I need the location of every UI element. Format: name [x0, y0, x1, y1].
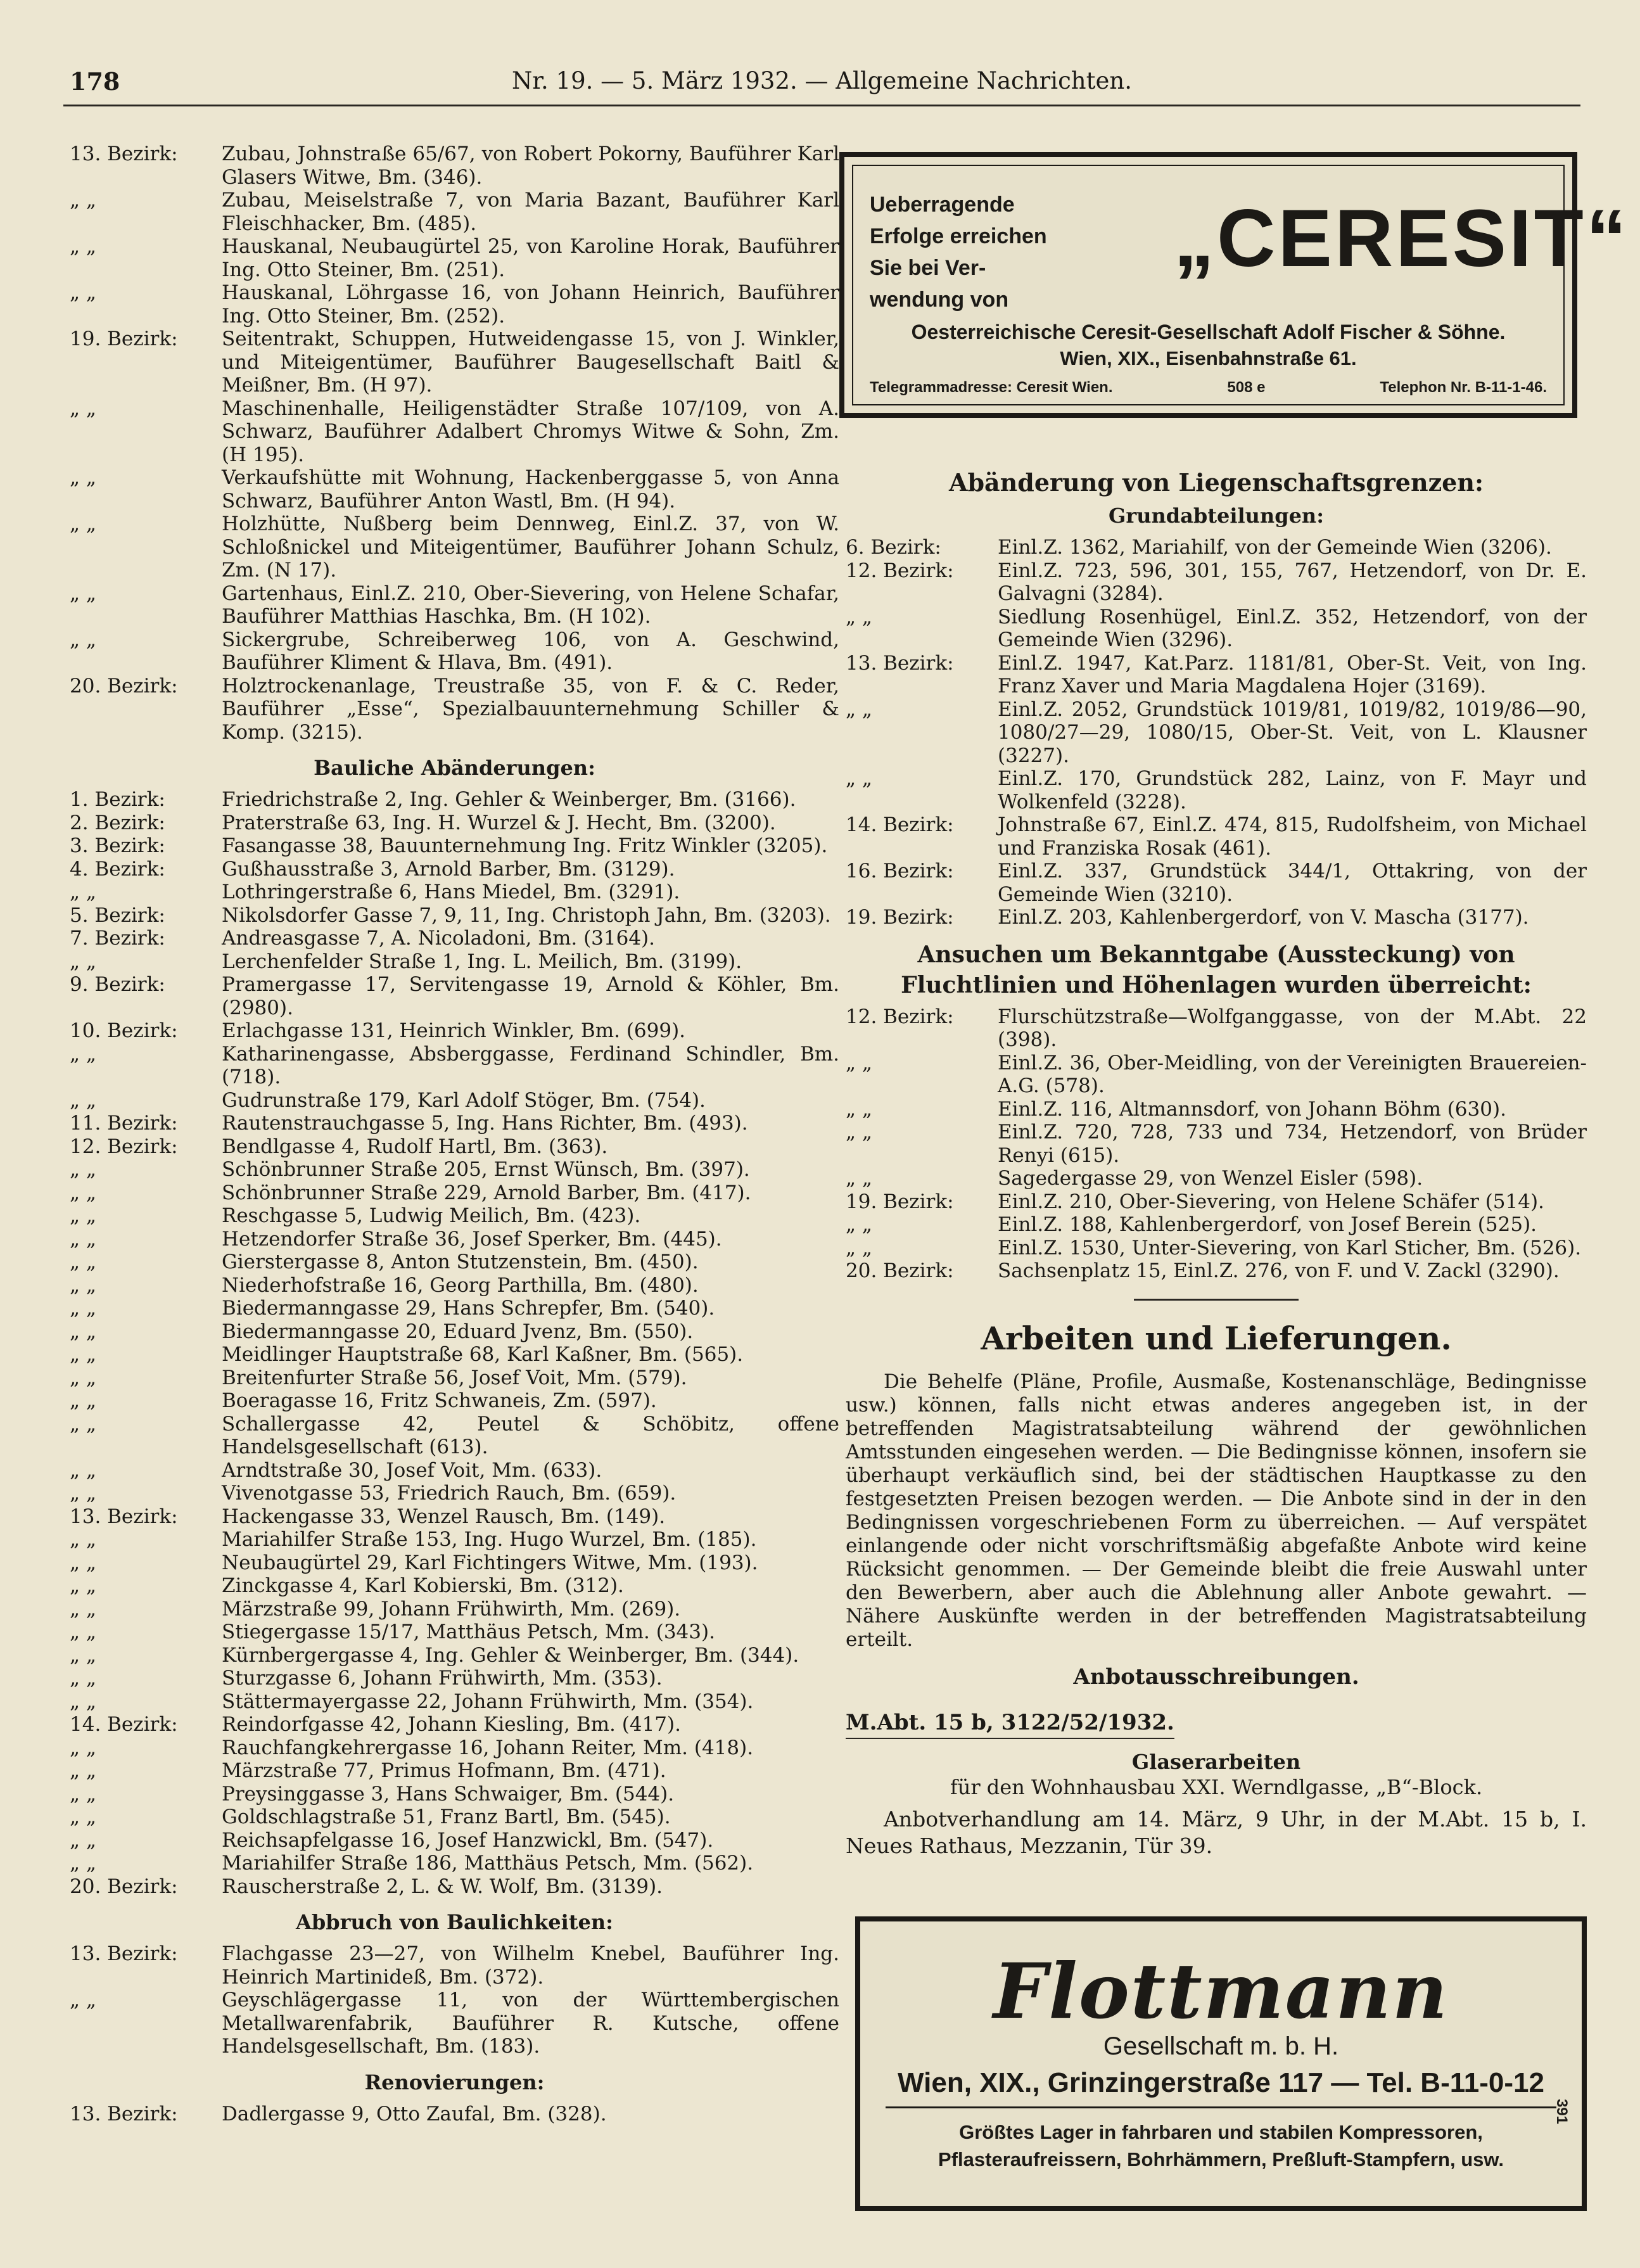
district-label: „ „	[70, 397, 96, 420]
ad-ceresit-contact	[870, 379, 1547, 397]
entry-text: Sickergrube, Schreiberweg 106, von A. Geschwind, Bauführer Kliment & Hlava, Bm. (491).	[222, 628, 839, 674]
list-item	[70, 628, 839, 675]
list-item	[70, 1505, 839, 1529]
entry-text: Einl.Z. 116, Altmannsdorf, von Johann Böhm (630).	[998, 1097, 1506, 1121]
entry-text: Schönbrunner Straße 229, Arnold Barber, Bm. (417).	[222, 1181, 751, 1204]
entry-text: Biedermanngasse 20, Eduard Jvenz, Bm. (550).	[222, 1320, 694, 1343]
entry-text: Einl.Z. 723, 596, 301, 155, 767, Hetzendorf, von Dr. E. Galvagni (3284).	[998, 559, 1587, 605]
entry-text: Einl.Z. 210, Ober-Sievering, von Helene Schäfer (514).	[998, 1190, 1544, 1213]
district-label: „ „	[70, 1158, 96, 1181]
district-label: „ „	[70, 1458, 96, 1482]
entry-text: Sagedergasse 29, von Wenzel Eisler (598).	[998, 1167, 1423, 1190]
ad-ceresit	[839, 152, 1629, 418]
entry-text: Boeragasse 16, Fritz Schwaneis, Zm. (597).	[222, 1389, 657, 1412]
list-item	[846, 559, 1587, 606]
list-item	[846, 1237, 1587, 1260]
list-item	[70, 1574, 839, 1598]
list-item	[70, 1158, 839, 1182]
district-label: 20. Bezirk:	[70, 674, 178, 698]
list-item	[70, 1297, 839, 1320]
list-item	[70, 2103, 839, 2126]
district-label: „ „	[70, 1643, 96, 1667]
entry-text: Hauskanal, Löhrgasse 16, von Johann Heinrich, Bauführer Ing. Otto Steiner, Bm. (252).	[222, 281, 839, 328]
list-item	[70, 1621, 839, 1644]
job-description: für den Wohnhausbau XXI. Werndlgasse, „B“-Block.	[950, 1774, 1483, 1799]
district-label: 4. Bezirk:	[70, 857, 165, 881]
list-item	[70, 927, 839, 950]
heading-liegenschaftsgrenzen: Abänderung von Liegenschaftsgrenzen:	[949, 468, 1484, 497]
list-item	[70, 1274, 839, 1297]
list-item	[70, 973, 839, 1019]
district-label: 11. Bezirk:	[70, 1112, 178, 1135]
district-label: „ „	[70, 1806, 96, 1828]
district-label: 7. Bezirk:	[70, 927, 165, 950]
entry-text: Holzhütte, Nußberg beim Dennweg, Einl.Z. 37, von W. Schloßnickel und Miteigentümer, Bauführer Johann Schulz, Zm. (N 17).	[222, 513, 839, 582]
subheading-renovierungen: Renovierungen:	[364, 2070, 545, 2094]
ad-flottmann-company: Gesellschaft m. b. H.	[1103, 2032, 1339, 2060]
list-item	[70, 397, 839, 467]
list-item	[70, 1759, 839, 1783]
district-label: 2. Bezirk:	[70, 811, 165, 834]
list-item	[846, 1005, 1587, 1052]
entry-text: Katharinengasse, Absberggasse, Ferdinand Schindler, Bm. (718).	[222, 1042, 839, 1088]
entry-text: Praterstraße 63, Ing. H. Wurzel & J. Hecht, Bm. (3200).	[222, 811, 776, 834]
ad-flottmann-line2: Pflasteraufreissern, Bohrhämmern, Preßluft-Stampfern, usw.	[938, 2148, 1504, 2170]
ad-ceresit-brand: „CERESIT“	[1174, 193, 1629, 284]
list-item	[70, 1690, 839, 1714]
list-item	[70, 1989, 839, 2058]
entry-text: Gartenhaus, Einl.Z. 210, Ober-Sievering, von Helene Schafar, Bauführer Matthias Haschka, Bm. (H 102).	[222, 582, 839, 628]
ad-ceresit-company: Oesterreichische Ceresit-Gesellschaft Adolf Fischer & Söhne.	[911, 321, 1506, 343]
ad-ceresit-telegram: Telegrammadresse: Ceresit Wien.	[870, 379, 1113, 396]
list-item	[70, 1852, 839, 1875]
list-item	[846, 1213, 1587, 1237]
list-item	[70, 582, 839, 628]
district-label: 9. Bezirk:	[70, 973, 165, 996]
district-label: „ „	[70, 189, 96, 212]
district-label: 12. Bezirk:	[70, 1135, 178, 1158]
district-label: „ „	[70, 1528, 96, 1551]
entry-text: Geyschlägergasse 11, von der Württembergischen Metallwarenfabrik, Bauführer R. Kutsche, offene Handelsgesellschaft, Bm. (183).	[222, 1989, 839, 2058]
district-label: „ „	[846, 767, 872, 790]
list-item	[846, 767, 1587, 813]
district-label: 3. Bezirk:	[70, 834, 165, 857]
list-item	[846, 698, 1587, 768]
list-item	[70, 1598, 839, 1621]
district-label: „ „	[70, 1227, 96, 1251]
entry-text: Goldschlagstraße 51, Franz Bartl, Bm. (545).	[222, 1806, 671, 1828]
list-item	[70, 1806, 839, 1829]
district-label: „ „	[70, 628, 96, 651]
district-label: „ „	[846, 698, 872, 721]
list-item	[846, 1190, 1587, 1214]
list-item	[846, 1052, 1587, 1098]
list-item	[70, 950, 839, 974]
entry-text: Kürnbergergasse 4, Ing. Gehler & Weinberger, Bm. (344).	[222, 1643, 799, 1667]
list-item	[70, 1783, 839, 1806]
reference-number: M.Abt. 15 b, 3122/52/1932.	[846, 1709, 1174, 1739]
entry-text: Fasangasse 38, Bauunternehmung Ing. Fritz Winkler (3205).	[222, 834, 828, 857]
list-item	[846, 536, 1587, 559]
list-item	[70, 1644, 839, 1667]
district-label: „ „	[70, 950, 96, 973]
list-item	[70, 1343, 839, 1367]
heading-fluchtlinien: Ansuchen um Bekanntgabe (Aussteckung) von Fluchtlinien und Höhenlagen wurden überreicht:	[901, 941, 1532, 998]
district-label: 16. Bezirk:	[846, 860, 954, 882]
list-top	[70, 143, 839, 744]
list-item	[70, 1251, 839, 1274]
list-item	[70, 1713, 839, 1736]
list-item	[70, 466, 839, 513]
list-item	[846, 1098, 1587, 1121]
district-label: 19. Bezirk:	[70, 328, 178, 350]
list-item	[70, 1367, 839, 1390]
entry-text: Meidlinger Hauptstraße 68, Karl Kaßner, Bm. (565).	[222, 1343, 744, 1366]
entry-text: Märzstraße 77, Primus Hofmann, Bm. (471).	[222, 1759, 666, 1782]
ad-flottmann-brand: Flottmann	[993, 1947, 1449, 2036]
list-item	[846, 652, 1587, 698]
heading-anbotausschreibungen: Anbotausschreibungen.	[1073, 1664, 1359, 1690]
district-label: „ „	[70, 1597, 96, 1621]
entry-text: Märzstraße 99, Johann Frühwirth, Mm. (269).	[222, 1597, 681, 1621]
entry-text: Breitenfurter Straße 56, Josef Voit, Mm. (579).	[222, 1366, 687, 1389]
section-divider	[1134, 1299, 1299, 1301]
list-item	[846, 813, 1587, 860]
list-item	[70, 788, 839, 812]
list-item	[846, 1259, 1587, 1283]
district-label: „ „	[70, 1412, 96, 1436]
entry-text: Lothringerstraße 6, Hans Miedel, Bm. (3291).	[222, 881, 680, 903]
ad-ceresit-line2: Erfolge erreichen	[870, 224, 1047, 248]
district-label: „ „	[70, 1759, 96, 1782]
entry-text: Lerchenfelder Straße 1, Ing. L. Meilich, Bm. (3199).	[222, 950, 742, 973]
ad-flottmann-code: 391	[1553, 2098, 1570, 2124]
entry-text: Holztrockenanlage, Treustraße 35, von F. & C. Reder, Bauführer „Esse“, Spezialbauunternehmung Schiller & Komp. (3215).	[222, 674, 839, 744]
ad-ceresit-phone: Telephon Nr. B-11-1-46.	[1380, 379, 1547, 396]
entry-text: Einl.Z. 203, Kahlenbergerdorf, von V. Mascha (3177).	[998, 906, 1529, 929]
entry-text: Erlachgasse 131, Heinrich Winkler, Bm. (699).	[222, 1019, 686, 1042]
district-label: „ „	[70, 1204, 96, 1227]
list-item	[70, 189, 839, 235]
district-label: „ „	[846, 1097, 872, 1121]
district-label: „ „	[70, 1551, 96, 1574]
district-label: „ „	[70, 1574, 96, 1597]
entry-text: Einl.Z. 2052, Grundstück 1019/81, 1019/82, 1019/86—90, 1080/27—29, 1080/15, Ober-St. Veit, von L. Klausner (3227).	[998, 698, 1587, 767]
left-column	[70, 143, 839, 2125]
district-label: „ „	[846, 1236, 872, 1259]
entry-text: Nikolsdorfer Gasse 7, 9, 11, Ing. Christoph Jahn, Bm. (3203).	[222, 903, 831, 927]
entry-text: Mariahilfer Straße 153, Ing. Hugo Wurzel, Bm. (185).	[222, 1528, 757, 1551]
district-label: „ „	[70, 1736, 96, 1759]
ad-flottmann-address: Wien, XIX., Grinzingerstraße 117 — Tel. B-11-0-12	[898, 2067, 1544, 2098]
district-label: „ „	[70, 1667, 96, 1690]
entry-text: Schönbrunner Straße 205, Ernst Wünsch, Bm. (397).	[222, 1158, 750, 1181]
district-label: „ „	[70, 881, 96, 903]
list-renovierungen	[70, 2103, 839, 2126]
header-rule	[63, 105, 1580, 106]
list-item	[70, 1942, 839, 1989]
entry-text: Rautenstrauchgasse 5, Ing. Hans Richter, Bm. (493).	[222, 1112, 748, 1135]
list-item	[70, 1875, 839, 1899]
district-label: „ „	[70, 1042, 96, 1066]
entry-text: Einl.Z. 1947, Kat.Parz. 1181/81, Ober-St. Veit, von Ing. Franz Xaver und Maria Magdalena Hojer (3169).	[998, 651, 1587, 698]
entry-text: Johnstraße 67, Einl.Z. 474, 815, Rudolfsheim, von Michael und Franziska Rosak (461).	[998, 813, 1587, 860]
entry-text: Reindorfgasse 42, Johann Kiesling, Bm. (417).	[222, 1713, 681, 1736]
job-title: Glaserarbeiten	[1131, 1749, 1301, 1774]
heading-arbeiten: Arbeiten und Lieferungen.	[981, 1319, 1452, 1357]
entry-text: Einl.Z. 1530, Unter-Sievering, von Karl Sticher, Bm. (526).	[998, 1236, 1582, 1259]
entry-text: Dadlergasse 9, Otto Zaufal, Bm. (328).	[222, 2102, 607, 2125]
ad-ceresit-line1: Ueberragende	[870, 193, 1015, 217]
list-item	[70, 235, 839, 281]
job-meeting: Anbotverhandlung am 14. März, 9 Uhr, in der M.Abt. 15 b, I. Neues Rathaus, Mezzanin, Tür 39.	[846, 1806, 1587, 1858]
district-label: 12. Bezirk:	[846, 1005, 954, 1028]
list-item	[70, 1019, 839, 1043]
entry-text: Bendlgasse 4, Rudolf Hartl, Bm. (363).	[222, 1135, 608, 1158]
district-label: „ „	[846, 1121, 872, 1144]
list-item	[70, 1829, 839, 1852]
district-label: „ „	[70, 235, 96, 258]
entry-text: Maschinenhalle, Heiligenstädter Straße 107/109, von A. Schwarz, Bauführer Adalbert Chromys Witwe & Sohn, Zm. (H 195).	[222, 397, 839, 466]
ad-ceresit-address: Wien, XIX., Eisenbahnstraße 61.	[1060, 347, 1357, 369]
district-label: 13. Bezirk:	[846, 651, 954, 675]
district-label: „ „	[846, 1213, 872, 1236]
list-bauliche	[70, 788, 839, 1898]
district-label: 13. Bezirk:	[70, 1942, 178, 1965]
district-label: „ „	[70, 1690, 96, 1713]
running-title: Nr. 19. — 5. März 1932. — Allgemeine Nachrichten.	[512, 67, 1132, 94]
entry-text: Zinckgasse 4, Karl Kobierski, Bm. (312).	[222, 1574, 624, 1597]
list-item	[846, 606, 1587, 652]
entry-text: Zubau, Johnstraße 65/67, von Robert Pokorny, Bauführer Karl Glasers Witwe, Bm. (346).	[222, 143, 839, 189]
ad-ceresit-code: 508 e	[1227, 379, 1266, 396]
list-item	[70, 1089, 839, 1112]
district-label: „ „	[846, 1167, 872, 1190]
entry-text: Reschgasse 5, Ludwig Meilich, Bm. (423).	[222, 1204, 641, 1227]
list-item	[70, 1389, 839, 1413]
list-item	[70, 881, 839, 904]
entry-text: Gierstergasse 8, Anton Stutzenstein, Bm. (450).	[222, 1251, 699, 1273]
list-item	[846, 1167, 1587, 1190]
list-item	[70, 1528, 839, 1551]
list-item	[70, 1135, 839, 1159]
ad-flottmann	[855, 1916, 1587, 2211]
district-label: „ „	[70, 1297, 96, 1320]
list-grundabteilungen	[846, 536, 1587, 929]
district-label: 10. Bezirk:	[70, 1019, 178, 1042]
district-label: „ „	[70, 1621, 96, 1643]
district-label: 5. Bezirk:	[70, 903, 165, 927]
district-label: „ „	[70, 1852, 96, 1875]
list-item	[70, 281, 839, 328]
entry-text: Niederhofstraße 16, Georg Parthilla, Bm. (480).	[222, 1273, 699, 1297]
district-label: „ „	[70, 1088, 96, 1112]
entry-text: Andreasgasse 7, A. Nicoladoni, Bm. (3164).	[222, 927, 655, 950]
list-item	[846, 906, 1587, 929]
list-item	[70, 328, 839, 397]
district-label: 6. Bezirk:	[846, 536, 941, 559]
list-abbruch	[70, 1942, 839, 2058]
entry-text: Zubau, Meiselstraße 7, von Maria Bazant, Bauführer Karl Fleischhacker, Bm. (485).	[222, 189, 839, 235]
list-item	[70, 1043, 839, 1089]
entry-text: Mariahilfer Straße 186, Matthäus Petsch, Mm. (562).	[222, 1852, 754, 1875]
district-label: „ „	[70, 1389, 96, 1412]
district-label: „ „	[70, 1366, 96, 1389]
district-label: 19. Bezirk:	[846, 906, 954, 929]
list-item	[70, 1204, 839, 1228]
list-item	[70, 1459, 839, 1482]
list-item	[70, 1112, 839, 1135]
entry-text: Neubaugürtel 29, Karl Fichtingers Witwe, Mm. (193).	[222, 1551, 758, 1574]
list-item	[70, 1320, 839, 1344]
district-label: „ „	[70, 1251, 96, 1273]
entry-text: Sturzgasse 6, Johann Frühwirth, Mm. (353).	[222, 1667, 663, 1690]
list-item	[70, 1413, 839, 1459]
list-item	[70, 1667, 839, 1690]
district-label: 14. Bezirk:	[70, 1713, 178, 1736]
entry-text: Vivenotgasse 53, Friedrich Rauch, Bm. (659).	[222, 1482, 677, 1505]
district-label: „ „	[70, 1320, 96, 1343]
list-item	[846, 860, 1587, 906]
entry-text: Seitentrakt, Schuppen, Hutweidengasse 15, von J. Winkler, und Miteigentümer, Bauführer Baugesellschaft Baitl & Meißner, Bm. (H 97).	[222, 328, 839, 397]
list-item	[70, 812, 839, 835]
entry-text: Siedlung Rosenhügel, Einl.Z. 352, Hetzendorf, von der Gemeinde Wien (3296).	[998, 605, 1587, 651]
list-item	[70, 858, 839, 881]
list-item	[70, 1736, 839, 1760]
list-fluchtlinien	[846, 1005, 1587, 1283]
subheading-bauliche: Bauliche Abänderungen:	[314, 756, 595, 780]
entry-text: Pramergasse 17, Servitengasse 19, Arnold & Köhler, Bm. (2980).	[222, 973, 839, 1019]
district-label: 12. Bezirk:	[846, 559, 954, 582]
district-label: „ „	[70, 1989, 96, 2011]
district-label: „ „	[70, 281, 96, 304]
entry-text: Biedermanngasse 29, Hans Schrepfer, Bm. (540).	[222, 1297, 715, 1320]
paragraph-behelfe: Die Behelfe (Pläne, Profile, Ausmaße, Kostenanschläge, Bedingnisse usw.) können, falls nicht etwas anderes angegeben ist, in der betreffenden Magistratsabteilung während der gewöhnlichen Amtsstunden eingesehen werden. — Die Bedingnisse können, insofern sie überhaupt verkäuflich sind, bei der städtischen Hauptkasse zu den festgesetzten Preisen bezogen werden. — Die Anbote sind in der in den Bedingnissen vorgeschriebenen Form zu überreichen. — Auf verspätet einlangende oder nicht vorschriftsmäßig abgefaßte Anbote wird keine Rücksicht genommen. — Der Gemeinde bleibt die freie Auswahl unter den Bewerbern, aber auch die Ablehnung aller Anbote gewahrt. — Nähere Auskünfte werden in der betreffenden Magistratsabteilung erteilt.	[846, 1370, 1587, 1651]
district-label: „ „	[70, 1828, 96, 1852]
entry-text: Stiegergasse 15/17, Matthäus Petsch, Mm. (343).	[222, 1621, 715, 1643]
entry-text: Rauscherstraße 2, L. & W. Wolf, Bm. (3139).	[222, 1875, 663, 1898]
list-item	[70, 513, 839, 582]
entry-text: Hetzendorfer Straße 36, Josef Sperker, Bm. (445).	[222, 1227, 722, 1251]
page-header	[63, 62, 1580, 106]
ad-flottmann-rule	[886, 2106, 1556, 2108]
entry-text: Flurschützstraße—Wolfganggasse, von der M.Abt. 22 (398).	[998, 1005, 1587, 1051]
ad-ceresit-line3: Sie bei Ver-	[870, 256, 986, 280]
district-label: „ „	[70, 1782, 96, 1806]
district-label: „ „	[70, 466, 96, 489]
district-label: „ „	[846, 605, 872, 628]
page-number: 178	[70, 67, 120, 96]
list-item	[846, 1121, 1587, 1167]
entry-text: Preysinggasse 3, Hans Schwaiger, Bm. (544).	[222, 1782, 675, 1806]
list-item	[70, 834, 839, 858]
entry-text: Rauchfangkehrergasse 16, Johann Reiter, Mm. (418).	[222, 1736, 754, 1759]
subheading-grundabteilungen: Grundabteilungen:	[1109, 504, 1324, 528]
entry-text: Hackengasse 33, Wenzel Rausch, Bm. (149).	[222, 1505, 666, 1528]
right-column	[846, 462, 1587, 1859]
entry-text: Gudrunstraße 179, Karl Adolf Stöger, Bm. (754).	[222, 1088, 706, 1112]
entry-text: Flachgasse 23—27, von Wilhelm Knebel, Bauführer Ing. Heinrich Martinideß, Bm. (372).	[222, 1942, 839, 1989]
district-label: „ „	[70, 1343, 96, 1366]
district-label: 14. Bezirk:	[846, 813, 954, 836]
entry-text: Sachsenplatz 15, Einl.Z. 276, von F. und V. Zackl (3290).	[998, 1259, 1560, 1282]
district-label: „ „	[846, 1051, 872, 1074]
entry-text: Reichsapfelgasse 16, Josef Hanzwickl, Bm. (547).	[222, 1828, 714, 1852]
ad-ceresit-slogan	[870, 189, 1047, 315]
list-item	[70, 1482, 839, 1505]
district-label: 1. Bezirk:	[70, 788, 165, 811]
subheading-abbruch: Abbruch von Baulichkeiten:	[296, 1910, 613, 1934]
entry-text: Stättermayergasse 22, Johann Frühwirth, Mm. (354).	[222, 1690, 754, 1713]
list-item	[70, 1182, 839, 1205]
entry-text: Einl.Z. 188, Kahlenbergerdorf, von Josef Berein (525).	[998, 1213, 1537, 1236]
entry-text: Einl.Z. 720, 728, 733 und 734, Hetzendorf, von Brüder Renyi (615).	[998, 1121, 1587, 1167]
entry-text: Verkaufshütte mit Wohnung, Hackenberggasse 5, von Anna Schwarz, Bauführer Anton Wastl, Bm. (H 94).	[222, 466, 839, 513]
entry-text: Friedrichstraße 2, Ing. Gehler & Weinberger, Bm. (3166).	[222, 788, 796, 811]
district-label: „ „	[70, 1482, 96, 1505]
district-label: 13. Bezirk:	[70, 143, 178, 165]
district-label: 20. Bezirk:	[846, 1259, 954, 1282]
entry-text: Gußhausstraße 3, Arnold Barber, Bm. (3129).	[222, 857, 675, 881]
district-label: 19. Bezirk:	[846, 1190, 954, 1213]
list-item	[70, 904, 839, 927]
list-item	[70, 675, 839, 744]
entry-text: Schallergasse 42, Peutel & Schöbitz, offene Handelsgesellschaft (613).	[222, 1412, 839, 1458]
entry-text: Einl.Z. 337, Grundstück 344/1, Ottakring, von der Gemeinde Wien (3210).	[998, 860, 1587, 906]
district-label: „ „	[70, 1181, 96, 1204]
entry-text: Arndtstraße 30, Josef Voit, Mm. (633).	[222, 1458, 602, 1482]
entry-text: Einl.Z. 170, Grundstück 282, Lainz, von F. Mayr und Wolkenfeld (3228).	[998, 767, 1587, 813]
district-label: 20. Bezirk:	[70, 1875, 178, 1898]
list-item	[70, 1551, 839, 1575]
district-label: 13. Bezirk:	[70, 2102, 178, 2125]
entry-text: Einl.Z. 36, Ober-Meidling, von der Vereinigten Brauereien-A.G. (578).	[998, 1051, 1587, 1097]
list-item	[70, 1228, 839, 1251]
district-label: „ „	[70, 582, 96, 605]
district-label: „ „	[70, 513, 96, 535]
entry-text: Hauskanal, Neubaugürtel 25, von Karoline Horak, Bauführer Ing. Otto Steiner, Bm. (251).	[222, 235, 839, 281]
list-item	[70, 143, 839, 189]
district-label: 13. Bezirk:	[70, 1505, 178, 1528]
ad-ceresit-line4: wendung von	[870, 288, 1009, 312]
district-label: „ „	[70, 1273, 96, 1297]
ad-flottmann-line1: Größtes Lager in fahrbaren und stabilen Kompressoren,	[959, 2121, 1483, 2143]
entry-text: Einl.Z. 1362, Mariahilf, von der Gemeinde Wien (3206).	[998, 536, 1552, 559]
